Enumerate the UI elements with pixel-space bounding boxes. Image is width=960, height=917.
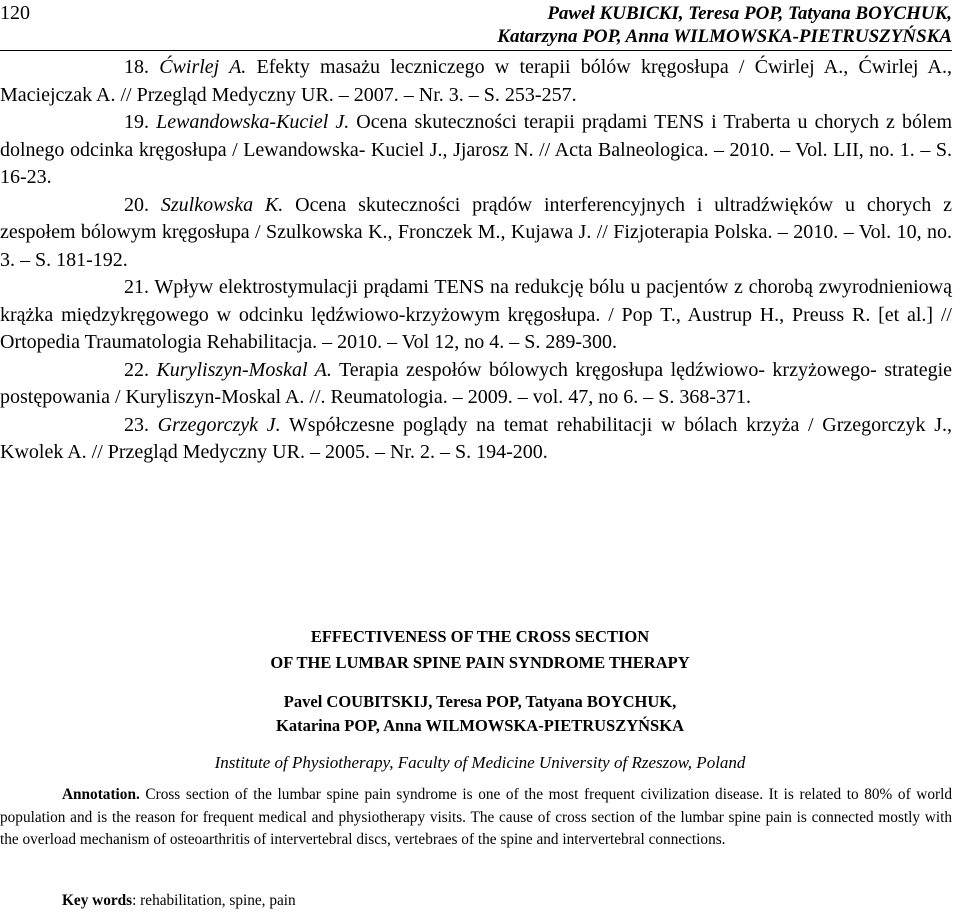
annotation: [0, 784, 952, 852]
reference-number: 20.: [124, 193, 149, 216]
affiliation: Institute of Physiotherapy, Faculty of Medicine University of Rzeszow, Poland: [214, 753, 746, 772]
page-header: [0, 0, 960, 52]
reference-author: Kuryliszyn-Moskal A.: [156, 358, 332, 381]
article-authors: [0, 690, 960, 738]
reference-author: Ćwirlej A.: [159, 56, 247, 78]
reference-author: Grzegorczyk J.: [157, 413, 281, 436]
reference-text: Ocena skuteczności terapii prądami TENS i Traberta u chorych z bólem dolnego odcinka kręgosłupa / Lewandowska- Kuciel J., Jjarosz N. // Acta Balneologica. – 2010. – Vol. LII, no. 1. – S. 16-23.: [0, 111, 952, 188]
reference-item: [0, 109, 952, 192]
reference-number: 18.: [124, 56, 149, 78]
reference-list: [0, 54, 952, 467]
reference-text: Ocena skuteczności prądów interferencyjnych i ultradźwięków u chorych z zespołem bólowym kręgosłupa / Szulkowska K., Fronczek M., Kujawa J. // Fizjoterapia Polska. – 2010. – Vol. 10, no. 3. – S. 181-192.: [0, 193, 952, 271]
reference-number: 19.: [124, 111, 149, 133]
article-title-line-2: OF THE LUMBAR SPINE PAIN SYNDROME THERAPY: [270, 653, 690, 672]
running-authors: [497, 2, 952, 48]
article-authors-line-2: Katarina POP, Anna WILMOWSKA-PIETRUSZYŃSKA: [276, 716, 684, 735]
reference-number: 22.: [124, 358, 149, 381]
running-authors-line-2: Katarzyna POP, Anna WILMOWSKA-PIETRUSZYŃSKA: [497, 26, 952, 47]
running-authors-line-1: Paweł KUBICKI, Teresa POP, Tatyana BOYCHUK,: [547, 3, 952, 24]
reference-text: Wpływ elektrostymulacji prądami TENS na redukcję bólu u pacjentów z chorobą zwyrodnieniową krążka międzykręgowego w odcinku lędźwiowo-krzyżowym kręgosłupa. / Pop T., Austrup H., Preuss R. [et al.] // Ortopedia Traumatologia Rehabilitacja. – 2010. – Vol 12, no 4. – S. 289-300.: [0, 276, 952, 353]
keywords-text: : rehabilitation, spine, pain: [132, 892, 296, 909]
article-title-line-1: EFFECTIVENESS OF THE CROSS SECTION: [310, 627, 650, 646]
reference-author: Szulkowska K.: [160, 193, 284, 216]
reference-text: Współczesne poglądy na temat rehabilitacji w bólach krzyża / Grzegorczyk J., Kwolek A. // Przegląd Medyczny UR. – 2005. – Nr. 2. – S. 194-200.: [0, 413, 952, 463]
reference-item: [0, 357, 952, 412]
annotation-text: Cross section of the lumbar spine pain syndrome is one of the most frequent civilization disease. It is related to 80% of world population and is the reason for frequent medical and physiotherapy visits. The cause of cross section of the lumbar spine pain is connected mostly with the overload mechanism of osteoarthritis of intervertebral discs, vertebraes of the spine and intervertebral connections.: [0, 786, 952, 848]
keywords-label: Key words: [62, 892, 133, 909]
keywords: [62, 890, 296, 912]
reference-author: Lewandowska-Kuciel J.: [156, 111, 350, 133]
header-rule: [0, 50, 952, 51]
reference-item: [0, 412, 952, 467]
reference-item: [0, 54, 952, 109]
english-summary-header: [0, 624, 960, 774]
reference-item: [0, 274, 952, 357]
reference-number: 21.: [124, 276, 149, 298]
reference-item: [0, 192, 952, 275]
reference-text: Efekty masażu leczniczego w terapii bólów kręgosłupa / Ćwirlej A., Ćwirlej A., Maciejczak A. // Przegląd Medyczny UR. – 2007. – Nr. 3. – S. 253-257.: [0, 56, 952, 106]
article-authors-line-1: Pavel COUBITSKIJ, Teresa POP, Tatyana BOYCHUK,: [283, 692, 677, 711]
reference-text: Terapia zespołów bólowych kręgosłupa lędźwiowo- krzyżowego- strategie postępowania / Kuryliszyn-Moskal A. //. Reumatologia. – 2009. – vol. 47, no 6. – S. 368-371.: [0, 358, 953, 408]
annotation-label: Annotation.: [62, 786, 140, 803]
reference-number: 23.: [124, 413, 149, 436]
page-number: 120: [0, 2, 30, 24]
